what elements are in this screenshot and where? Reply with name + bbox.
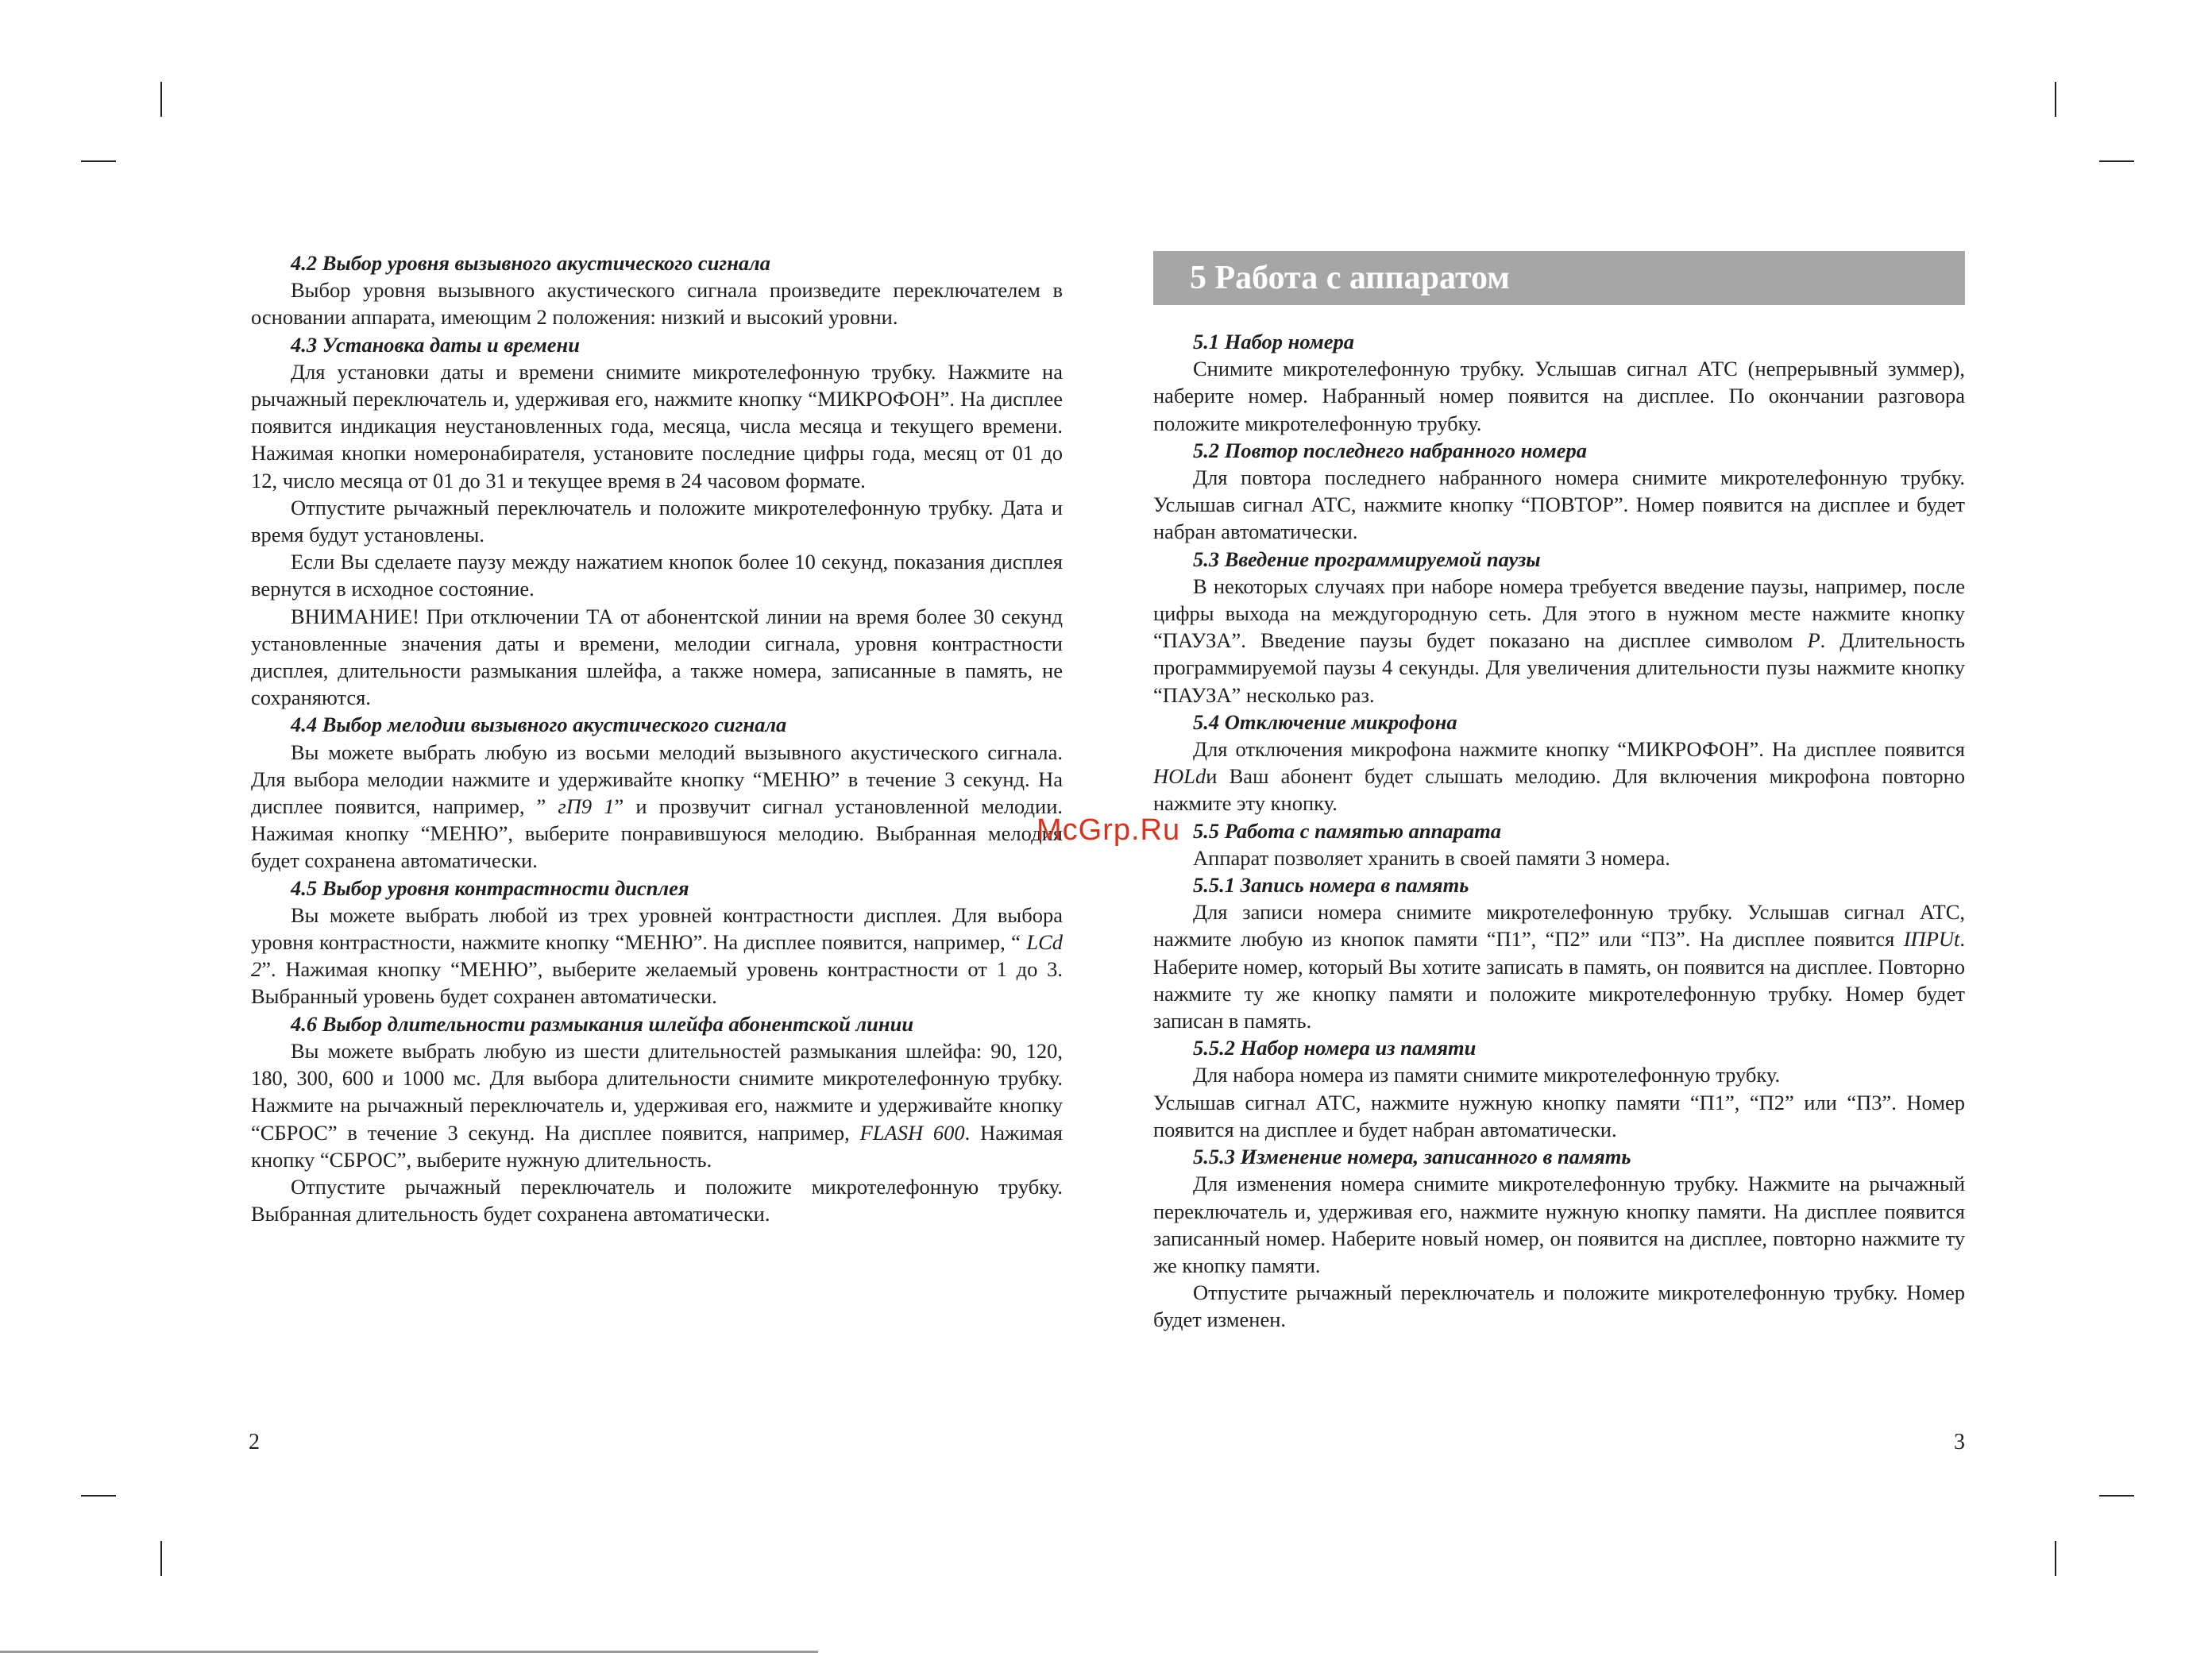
paragraph-text: Вы можете выбрать любую из восьми мелодий вызывного акустического сигнала. Для выбора мелодии нажмите и удерживайте кнопку “МЕНЮ” в течение 3 секунд. На дисплее появится, например, ” <box>251 740 1063 819</box>
right-page-text <box>1153 328 1965 1334</box>
paragraph-text: В некоторых случаях при наборе номера требуется введение паузы, например, после цифры выхода на междугородную сеть. Для этого в нужном месте нажмите кнопку “ПАУЗА”. Введение паузы будет показано на дисплее символом <box>1153 574 1965 653</box>
crop-mark <box>160 82 162 117</box>
paragraph <box>251 494 1063 548</box>
paragraph-text: Вы можете выбрать любой из трех уровней контрастности дисплея. Для выбора уровня контрастности, нажмите кнопку “МЕНЮ”. На дисплее появится, например, “ <box>251 902 1063 955</box>
paragraph-text: 5.3 Введение программируемой паузы <box>1193 546 1541 571</box>
section-heading <box>251 1010 1063 1037</box>
paragraph-text: Для повтора последнего набранного номера снимите микротелефонную трубку. Услышав сигнал АТС, нажмите кнопку “ПОВТОР”. Номер появится на дисплее и будет набран автоматически. <box>1153 465 1965 544</box>
section-heading <box>251 875 1063 902</box>
crop-mark <box>81 160 116 162</box>
paragraph-text-after: и Ваш абонент будет слышать мелодию. Для включения микрофона повторно нажмите эту кнопку. <box>1153 764 1965 816</box>
paragraph-text: Выбор уровня вызывного акустического сигнала произведите переключателем в основании аппарата, имеющим 2 положения: низкий и высокий уровни. <box>251 278 1063 330</box>
paragraph <box>1153 898 1965 1034</box>
paragraph-text: Для записи номера снимите микротелефонную трубку. Услышав сигнал АТС, нажмите любую из кнопок памяти “П1”, “П2” или “П3”. На дисплее появится <box>1153 900 1965 952</box>
paragraph-text: Если Вы сделаете паузу между нажатием кнопок более 10 секунд, показания дисплея вернутся в исходное состояние. <box>251 550 1063 601</box>
left-page-text <box>251 249 1063 1227</box>
paragraph-text-after: . Нажимая кнопку “СБРОС”, выберите нужную длительность. <box>251 1120 1064 1172</box>
section-heading <box>1153 1034 1965 1061</box>
paragraph-text: 4.4 Выбор мелодии вызывного акустического сигнала <box>291 713 787 737</box>
paragraph-text: Отпустите рычажный переключатель и положите микротелефонную трубку. Выбранная длительность будет сохранена автоматически. <box>251 1174 1063 1226</box>
section-heading <box>1153 437 1965 464</box>
watermark: McGrp.Ru <box>1037 813 1181 847</box>
paragraph <box>1153 355 1965 437</box>
crop-mark <box>81 1495 116 1497</box>
paragraph-text: 5.5 Работа с памятью аппарата <box>1193 818 1502 843</box>
paragraph-text: 5.2 Повтор последнего набранного номера <box>1193 438 1587 462</box>
paragraph-text: Для изменения номера снимите микротелефонную трубку. Нажмите на рычажный переключатель и, удерживая его, нажмите нужную кнопку памяти. На дисплее появится записанный номер. Наберите новый номер, он появится на дисплее, повторно нажмите ту же кнопку памяти. <box>1153 1172 1965 1277</box>
crop-mark <box>2055 1541 2056 1576</box>
paragraph-text: Отпустите рычажный переключатель и положите микротелефонную трубку. Номер будет изменен. <box>1153 1280 1965 1332</box>
chapter-title: 5 Работа с аппаратом <box>1153 251 1965 305</box>
paragraph-text: 4.6 Выбор длительности размыкания шлейфа абонентской линии <box>291 1011 914 1036</box>
display-indicator: гП9 1 <box>558 794 615 819</box>
section-heading <box>1153 1143 1965 1170</box>
paragraph <box>1153 1089 1965 1143</box>
paragraph-text-after: . Наберите номер, который Вы хотите записать в память, он появится на дисплее. Повторно нажмите ту же кнопку памяти и положите микротелефонную трубку. Номер будет записан в память. <box>1153 927 1966 1033</box>
paragraph <box>1153 1061 1965 1088</box>
paragraph <box>251 548 1063 602</box>
paragraph-text: 5.4 Отключение микрофона <box>1193 709 1457 734</box>
paragraph <box>251 1037 1063 1173</box>
paragraph-text: Для набора номера из памяти снимите микротелефонную трубку. <box>1193 1063 1781 1087</box>
paragraph-text: 4.2 Выбор уровня вызывного акустического сигнала <box>291 251 771 275</box>
paragraph-text: Вы можете выбрать любую из шести длительностей размыкания шлейфа: 90, 120, 180, 300, 600 и 1000 мс. Для выбора длительности снимите микротелефонную трубку. Нажмите на рычажный переключатель и, удерживая его, нажмите и удерживайте кнопку “СБРОС” в течение 3 секунд. На дисплее появится, например, <box>251 1038 1063 1145</box>
paragraph-text: ВНИМАНИЕ! При отключении ТА от абонентской линии на время более 30 секунд установленные значения даты и времени, мелодии сигнала, уровня контрастности дисплея, длительности размыкания шлейфа, а также номера, записанные в память, не сохраняются. <box>251 604 1063 710</box>
section-heading <box>251 711 1063 738</box>
paragraph-text-after: ” и прозвучит сигнал установленной мелодии. Нажимая кнопку “МЕНЮ”, выберите понравившуюся мелодию. Выбранная мелодия будет сохранена автоматически. <box>251 794 1063 873</box>
display-indicator: LCd 2 <box>251 930 1064 982</box>
paragraph <box>1153 1279 1965 1333</box>
section-heading <box>1153 871 1965 898</box>
paragraph-text: 5.5.3 Изменение номера, записанного в память <box>1193 1145 1631 1169</box>
paragraph-text: 4.5 Выбор уровня контрастности дисплея <box>291 875 689 900</box>
paragraph-text: Отпустите рычажный переключатель и положите микротелефонную трубку. Дата и время будут установлены. <box>251 495 1063 547</box>
paragraph-text: Для установки даты и времени снимите микротелефонную трубку. Нажмите на рычажный переключатель и, удерживая его, нажмите кнопку “МИКРОФОН”. На дисплее появится индикация неустановленных года, месяца, числа месяца и текущего времени. Нажимая кнопки номеронабирателя, установите последние цифры года, месяц от 01 до 12, число месяца от 01 до 31 и текущее время в 24 часовом формате. <box>251 359 1063 492</box>
display-indicator: FLASH 600 <box>859 1120 965 1145</box>
paragraph <box>251 358 1063 494</box>
section-heading <box>1153 546 1965 573</box>
display-indicator: IПPUt <box>1903 927 1960 952</box>
paragraph <box>1153 736 1965 817</box>
paragraph <box>251 276 1063 330</box>
display-indicator: P <box>1807 628 1820 653</box>
crop-mark <box>160 1541 162 1576</box>
paragraph <box>251 603 1063 712</box>
paragraph-text: 4.3 Установка даты и времени <box>291 332 580 357</box>
crop-mark <box>2099 160 2134 162</box>
paragraph-text: Услышав сигнал АТС, нажмите нужную кнопку памяти “П1”, “П2” или “П3”. Номер появится на дисплее и будет набран автоматически. <box>1153 1090 1965 1141</box>
paragraph-text: 5.5.2 Набор номера из памяти <box>1193 1036 1477 1060</box>
section-heading <box>1153 709 1965 736</box>
paragraph-text: 5.5.1 Запись номера в память <box>1193 873 1469 898</box>
crop-mark <box>2055 82 2056 117</box>
paragraph <box>1153 464 1965 546</box>
section-heading <box>251 249 1063 276</box>
crop-mark <box>2099 1495 2134 1497</box>
paragraph <box>1153 1170 1965 1279</box>
paragraph-text: Для отключения микрофона нажмите кнопку “МИКРОФОН”. На дисплее появится <box>1193 737 1965 762</box>
section-heading <box>251 331 1063 358</box>
paragraph-text-after: . Длительность программируемой паузы 4 секунды. Для увеличения длительности пузы нажмите кнопку “ПАУЗА” несколько раз. <box>1153 628 1966 707</box>
paragraph <box>251 902 1063 1010</box>
paragraph <box>251 739 1063 875</box>
paragraph-text: 5.1 Набор номера <box>1193 330 1354 353</box>
paragraph-text-after: ”. Нажимая кнопку “МЕНЮ”, выберите желаемый уровень контрастности от 1 до 3. Выбранный уровень будет сохранен автоматически. <box>251 957 1063 1009</box>
paragraph <box>251 1173 1063 1227</box>
paragraph-text: Снимите микротелефонную трубку. Услышав сигнал АТС (непрерывный зуммер), наберите номер. Набранный номер появится на дисплее. По окончании разговора положите микротелефонную трубку. <box>1153 357 1965 435</box>
paragraph-text: Аппарат позволяет хранить в своей памяти 3 номера. <box>1193 845 1670 870</box>
paragraph <box>1153 844 1965 871</box>
display-indicator: HOLd <box>1153 764 1206 789</box>
page-number-right: 3 <box>1954 1430 1965 1454</box>
page-number-left: 2 <box>249 1430 260 1454</box>
section-heading <box>1153 328 1965 355</box>
section-heading <box>1153 817 1965 844</box>
paragraph <box>1153 573 1965 709</box>
